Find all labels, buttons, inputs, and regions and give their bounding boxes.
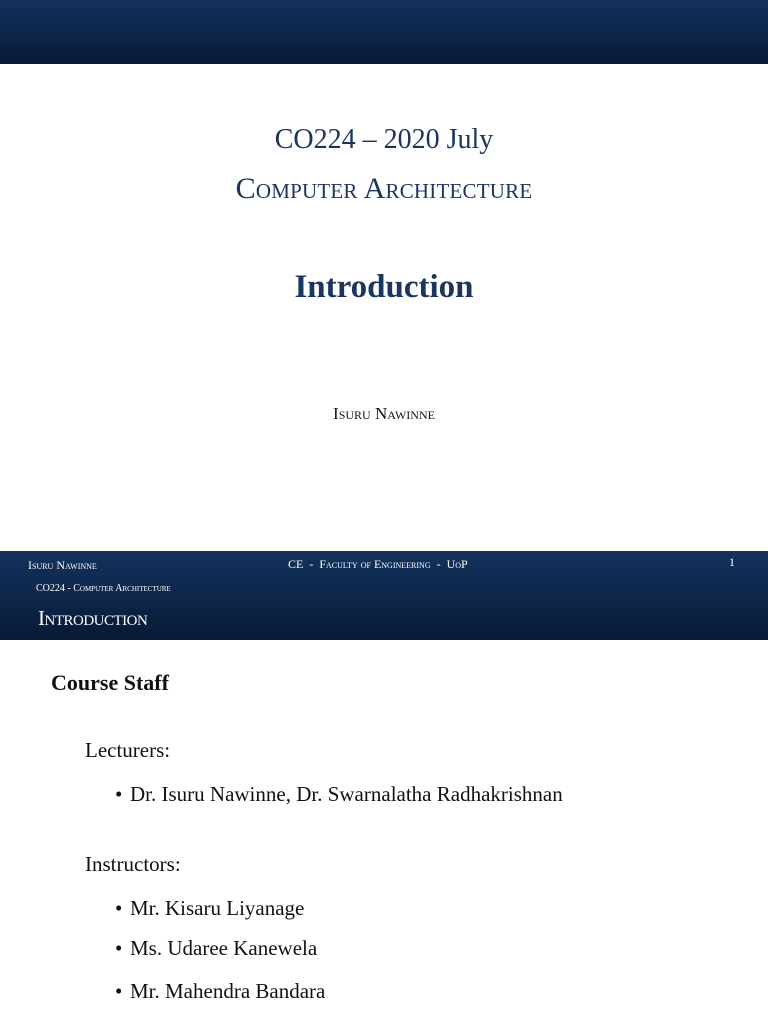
content-slide xyxy=(0,640,768,1024)
lecturer-item xyxy=(115,782,563,807)
slide-subtitle: CO224 - Computer Architecture xyxy=(36,583,171,594)
course-name: Computer Architecture xyxy=(235,172,533,205)
section-title: Course Staff xyxy=(51,670,169,695)
slide-footer-header-band xyxy=(0,551,768,640)
slide-heading: Introduction xyxy=(38,606,148,630)
lecturers-label: Lecturers: xyxy=(85,738,171,762)
instructor-name: Mr. Mahendra Bandara xyxy=(130,979,326,1003)
instructors-label: Instructors: xyxy=(85,852,181,876)
page-number: 1 xyxy=(729,555,735,569)
course-code: CO224 – 2020 July xyxy=(274,124,494,155)
footer-author: Isuru Nawinne xyxy=(28,558,97,572)
title-slide xyxy=(0,64,768,551)
bullet-icon: • xyxy=(115,979,123,1003)
instructor-item xyxy=(115,936,317,961)
author-name: Isuru Nawinne xyxy=(333,404,435,423)
instructor-name: Ms. Udaree Kanewela xyxy=(130,936,318,960)
lecturer-name: Dr. Isuru Nawinne, Dr. Swarnalatha Radhakrishnan xyxy=(130,782,563,806)
instructor-name: Mr. Kisaru Liyanage xyxy=(130,896,305,920)
bullet-icon: • xyxy=(115,896,123,920)
bullet-icon: • xyxy=(115,782,123,806)
footer-department: CE - Faculty of Engineering - UoP xyxy=(288,557,468,571)
bullet-icon: • xyxy=(115,936,123,960)
instructor-item xyxy=(115,979,325,1004)
top-header-band xyxy=(0,0,768,64)
instructor-item xyxy=(115,896,304,921)
topic-title: Introduction xyxy=(294,269,474,305)
